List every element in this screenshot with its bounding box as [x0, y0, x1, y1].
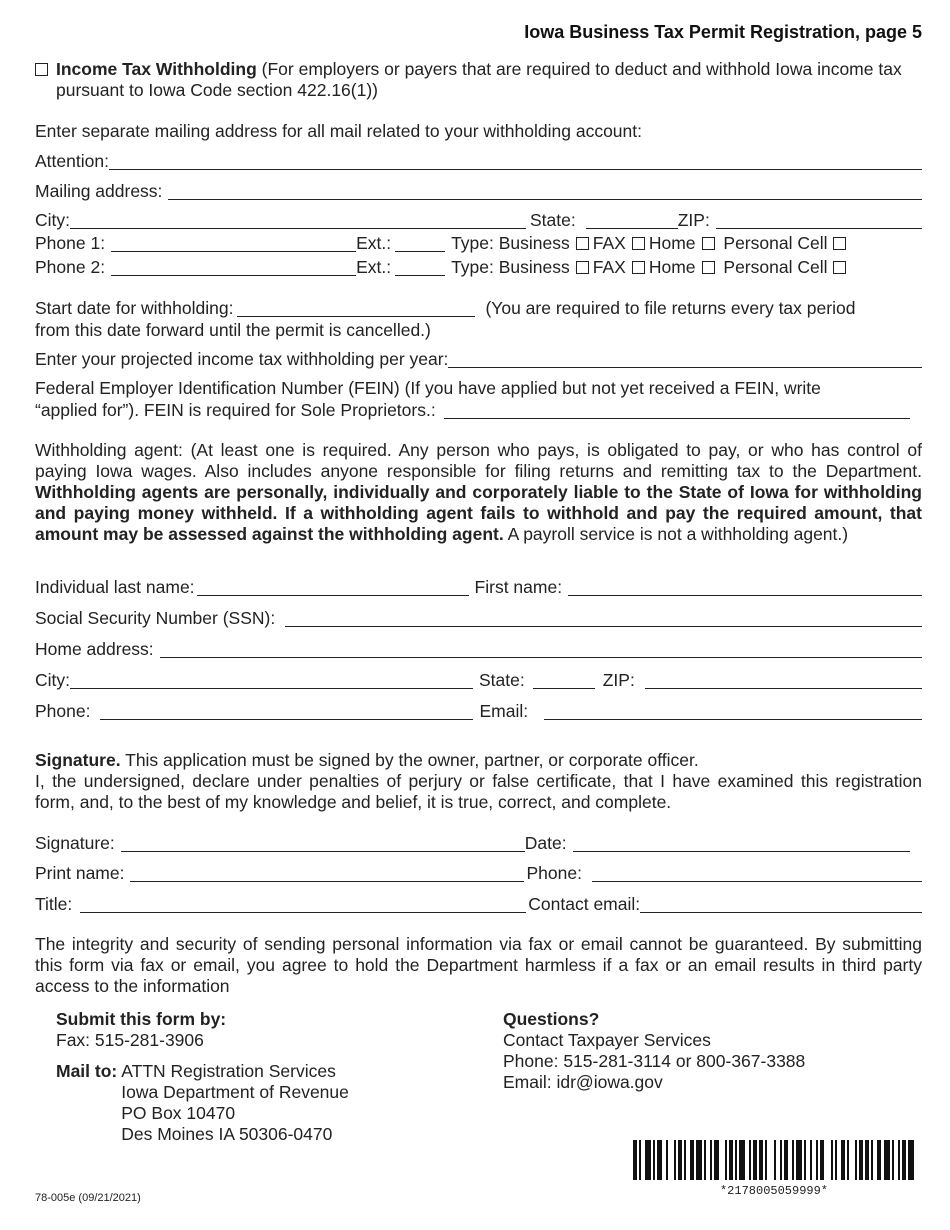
fein-row — [35, 400, 910, 421]
phone1-type-label: Type: Business FAX Home Personal Cell — [451, 233, 850, 254]
phone1-field[interactable] — [111, 235, 356, 252]
start-date-row — [35, 298, 922, 319]
state-field[interactable] — [586, 212, 678, 229]
last-name-label: Individual last name: — [35, 577, 195, 597]
phone1-ext-label: Ext.: — [356, 233, 392, 253]
agent-zip-field[interactable] — [645, 672, 922, 689]
disclaimer: The integrity and security of sending personal information via fax or email cannot be guaranteed. By submitting this form via fax or email, you agree to hold the Department harmless if a fax or an email results in third party access to the information — [35, 934, 922, 996]
projected-field[interactable] — [448, 351, 922, 368]
attention-label: Attention: — [35, 151, 109, 171]
withholding-description: (For employers or payers that are required to deduct and withhold Iowa income tax pursuant to Iowa Code section 422.16(1)) — [56, 59, 902, 100]
phone2-ext-field[interactable] — [395, 259, 445, 276]
agent-city-field[interactable] — [70, 672, 473, 689]
phone2-home-checkbox[interactable] — [702, 261, 715, 274]
fein-label: “applied for”). FEIN is required for Sole Proprietors.: — [35, 400, 436, 420]
home-address-label: Home address: — [35, 639, 154, 659]
signature-label: Signature: — [35, 833, 115, 853]
barcode-number: *2178005059999* — [719, 1184, 829, 1198]
print-name-label: Print name: — [35, 863, 125, 883]
phone2-fax-checkbox[interactable] — [632, 261, 645, 274]
phone1-business-checkbox[interactable] — [576, 237, 589, 250]
submit-fax: Fax: 515-281-3906 — [56, 1030, 204, 1050]
page-title: Iowa Business Tax Permit Registration, page 5 — [524, 22, 922, 42]
home-address-field[interactable] — [160, 641, 922, 658]
submit-heading: Submit this form by: — [56, 1009, 227, 1029]
submit-block — [56, 1009, 349, 1145]
start-date-label: Start date for withholding: — [35, 298, 234, 318]
agent-state-label: State: — [479, 670, 525, 690]
agent-city-row — [35, 670, 922, 691]
agent-email-label: Email: — [479, 701, 529, 721]
mailing-intro: Enter separate mailing address for all mail related to your withholding account: — [35, 121, 642, 141]
questions-block — [503, 1009, 805, 1093]
signature-field[interactable] — [121, 835, 525, 852]
projected-label: Enter your projected income tax withholding per year: — [35, 349, 449, 369]
questions-email: Email: idr@iowa.gov — [503, 1072, 663, 1092]
phone2-label: Phone 2: — [35, 257, 106, 277]
attention-field[interactable] — [109, 153, 922, 170]
ssn-field[interactable] — [285, 610, 922, 627]
mailing-address-label: Mailing address: — [35, 181, 163, 201]
last-name-field[interactable] — [197, 579, 469, 596]
city-field[interactable] — [70, 212, 526, 229]
city-label: City: — [35, 210, 70, 230]
first-name-field[interactable] — [568, 579, 922, 596]
mail-line-3: PO Box 10470 — [121, 1103, 236, 1123]
contact-email-field[interactable] — [640, 896, 922, 913]
phone1-label: Phone 1: — [35, 233, 106, 253]
zip-label: ZIP: — [677, 210, 710, 230]
questions-heading: Questions? — [503, 1009, 600, 1029]
zip-field[interactable] — [716, 212, 922, 229]
withholding-title: Income Tax Withholding — [56, 59, 257, 79]
phone1-cell-checkbox[interactable] — [833, 237, 846, 250]
print-name-field[interactable] — [130, 865, 524, 882]
phone2-field[interactable] — [111, 259, 356, 276]
phone1-home-checkbox[interactable] — [702, 237, 715, 250]
signature-intro: Signature. This application must be signed by the owner, partner, or corporate officer. — [35, 750, 699, 770]
withholding-section-header — [35, 59, 922, 101]
first-name-label: First name: — [474, 577, 563, 597]
mail-line-1: ATTN Registration Services — [121, 1061, 336, 1081]
title-label: Title: — [35, 894, 73, 914]
phone2-type-label: Type: Business FAX Home Personal Cell — [451, 257, 850, 278]
start-date-note-cont: from this date forward until the permit is cancelled.) — [35, 320, 431, 340]
signature-row — [35, 833, 910, 854]
home-address-row — [35, 639, 922, 660]
agent-phone-field[interactable] — [100, 703, 473, 720]
withholding-agent-intro: Withholding agent: (At least one is required. Any person who pays, is obligated to pay, or who has control of paying Iowa wages. Also includes anyone responsible for filing returns and remitting tax to the Department. Withholding agents are personally, individually and corporately liable to the State of Iowa for withholding and paying money withheld. If a withholding agent fails to withhold and pay the required amount, that amount may be assessed against the withholding agent. A payroll service is not a withholding agent.) — [35, 440, 922, 544]
agent-city-label: City: — [35, 670, 70, 690]
print-name-row — [35, 863, 922, 884]
attention-row — [35, 151, 922, 172]
form-number: 78-005e (09/21/2021) — [35, 1192, 141, 1204]
sig-phone-field[interactable] — [592, 865, 922, 882]
date-field[interactable] — [573, 835, 910, 852]
city-state-zip-row — [35, 210, 922, 231]
agent-name-row — [35, 577, 922, 598]
questions-line-1: Contact Taxpayer Services — [503, 1030, 711, 1050]
mailing-address-row — [35, 181, 922, 202]
mail-to-label: Mail to: — [56, 1061, 118, 1081]
fein-text: Federal Employer Identification Number (FEIN) (If you have applied but not yet received a FEIN, write — [35, 378, 821, 398]
agent-phone-label: Phone: — [35, 701, 91, 721]
contact-email-label: Contact email: — [528, 894, 641, 914]
sig-phone-label: Phone: — [526, 863, 582, 883]
projected-row — [35, 349, 922, 370]
phone2-business-checkbox[interactable] — [576, 261, 589, 274]
mail-line-2: Iowa Department of Revenue — [121, 1082, 349, 1102]
agent-state-field[interactable] — [533, 672, 595, 689]
mail-line-4: Des Moines IA 50306-0470 — [121, 1124, 333, 1144]
ssn-label: Social Security Number (SSN): — [35, 608, 276, 628]
phone1-ext-field[interactable] — [395, 235, 445, 252]
state-label: State: — [530, 210, 576, 230]
start-date-note: (You are required to file returns every tax period — [485, 298, 856, 318]
date-label: Date: — [524, 833, 567, 853]
phone2-ext-label: Ext.: — [356, 257, 392, 277]
phone1-fax-checkbox[interactable] — [632, 237, 645, 250]
agent-email-field[interactable] — [544, 703, 922, 720]
title-field[interactable] — [80, 896, 526, 913]
income-tax-withholding-checkbox[interactable] — [35, 63, 48, 76]
signature-declaration: I, the undersigned, declare under penalties of perjury or false certificate, that I have examined this registration form, and, to the best of my knowledge and belief, it is true, correct, and complete. — [35, 771, 922, 812]
phone1-row — [35, 233, 922, 254]
ssn-row — [35, 608, 922, 629]
barcode-bar — [908, 1140, 914, 1180]
mailing-address-field[interactable] — [168, 183, 922, 200]
phone2-cell-checkbox[interactable] — [833, 261, 846, 274]
title-row — [35, 894, 922, 915]
fein-field[interactable] — [444, 402, 910, 419]
agent-phone-row — [35, 701, 922, 722]
start-date-field[interactable] — [237, 300, 475, 317]
questions-phone: Phone: 515-281-3114 or 800-367-3388 — [503, 1051, 806, 1071]
phone2-row — [35, 257, 922, 278]
agent-zip-label: ZIP: — [602, 670, 635, 690]
mail-to — [56, 1061, 349, 1145]
barcode-icon — [633, 1140, 915, 1180]
